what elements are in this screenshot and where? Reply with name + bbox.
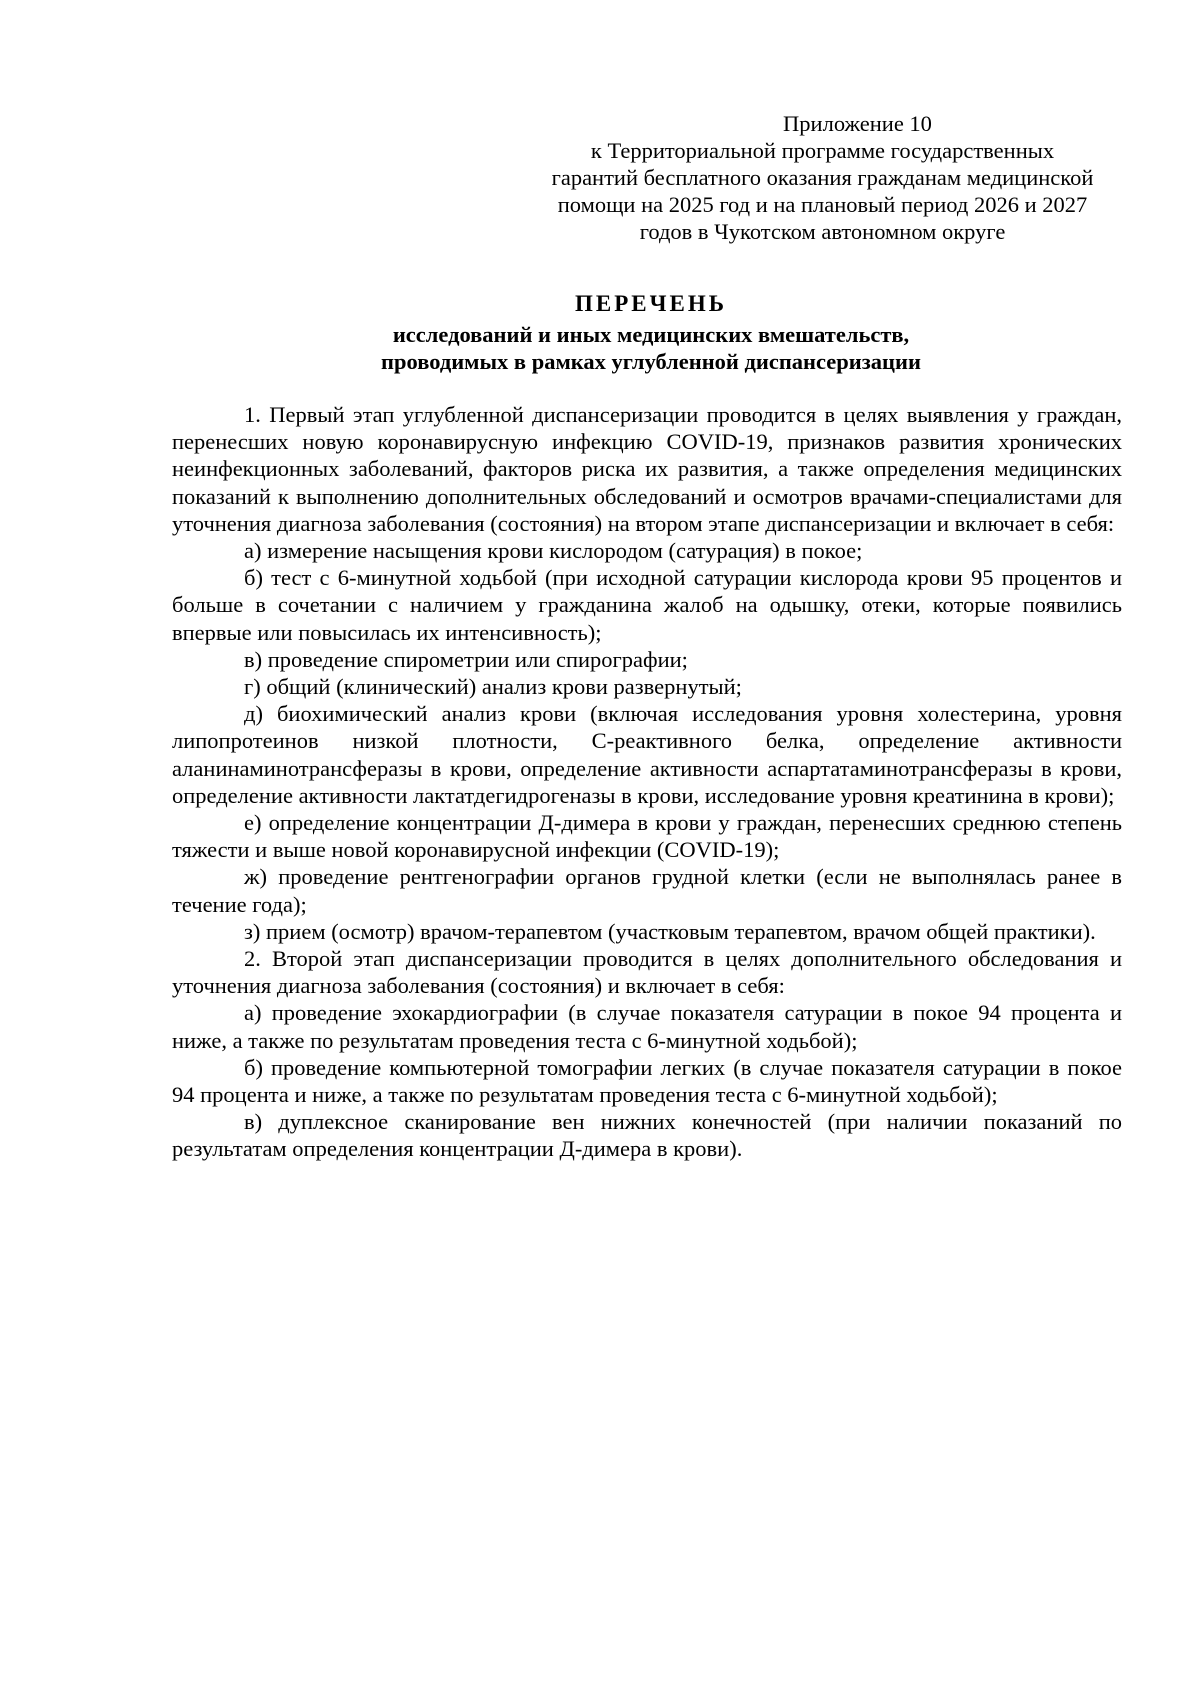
appendix-line: помощи на 2025 год и на плановый период 2026 и 2027 xyxy=(557,192,1088,217)
appendix-line: годов в Чукотском автономном округе xyxy=(639,219,1006,244)
document-title: ПЕРЕЧЕНЬ xyxy=(575,291,727,316)
list-item: д) биохимический анализ крови (включая исследования уровня холестерина, уровня липопротеинов низкой плотности, С-реактивного белка, определение активности аланинаминотрансферазы в крови, определение активности аспартатаминотрансферазы в крови, определение активности лактатдегидрогеназы в крови, исследование уровня креатинина в крови); xyxy=(172,701,1122,808)
list-item: ж) проведение рентгенографии органов грудной клетки (если не выполнялась ранее в течение года); xyxy=(172,864,1122,917)
appendix-header xyxy=(515,110,1130,245)
list-item: в) дуплексное сканирование вен нижних конечностей (при наличии показаний по результатам определения концентрации Д-димера в крови). xyxy=(172,1109,1122,1162)
list-item: е) определение концентрации Д-димера в крови у граждан, перенесших среднюю степень тяжести и выше новой коронавирусной инфекции (COVID-19); xyxy=(172,810,1122,863)
document-subtitle: проводимых в рамках углубленной диспансеризации xyxy=(381,349,921,374)
list-item: б) проведение компьютерной томографии легких (в случае показателя сатурации в покое 94 процента и ниже, а также по результатам проведения теста с 6-минутной ходьбой); xyxy=(172,1054,1122,1108)
appendix-line: к Территориальной программе государственных xyxy=(590,138,1055,163)
list-item: в) проведение спирометрии или спирографии; xyxy=(244,646,688,672)
list-item: г) общий (клинический) анализ крови развернутый; xyxy=(244,674,742,700)
document-subtitle: исследований и иных медицинских вмешательств, xyxy=(392,322,910,347)
appendix-number: Приложение 10 xyxy=(783,111,932,136)
list-item: з) прием (осмотр) врачом-терапевтом (участковым терапевтом, врачом общей практики). xyxy=(244,918,1096,944)
list-item: а) проведение эхокардиографии (в случае показателя сатурации в покое 94 процента и ниже, а также по результатам проведения теста с 6-минутной ходьбой); xyxy=(172,1000,1122,1053)
document-body xyxy=(172,401,1122,1163)
list-item: б) тест с 6-минутной ходьбой (при исходной сатурации кислорода крови 95 процентов и больше в сочетании с наличием у гражданина жалоб на одышку, отеки, которые появились впервые или повысилась их интенсивность); xyxy=(172,565,1122,645)
paragraph-stage-2: 2. Второй этап диспансеризации проводится в целях дополнительного обследования и уточнения диагноза заболевания (состояния) и включает в себя: xyxy=(172,946,1122,999)
paragraph-stage-1: 1. Первый этап углубленной диспансеризации проводится в целях выявления у граждан, перенесших новую коронавирусную инфекцию COVID-19, признаков развития хронических неинфекционных заболеваний, факторов риска их развития, а также определения медицинских показаний к выполнению дополнительных обследований и осмотров врачами-специалистами для уточнения диагноза заболевания (состояния) на втором этапе диспансеризации и включает в себя: xyxy=(172,402,1122,536)
appendix-line: гарантий бесплатного оказания гражданам медицинской xyxy=(551,165,1094,190)
list-item: а) измерение насыщения крови кислородом (сатурация) в покое; xyxy=(244,538,863,564)
document-heading xyxy=(172,290,1130,375)
